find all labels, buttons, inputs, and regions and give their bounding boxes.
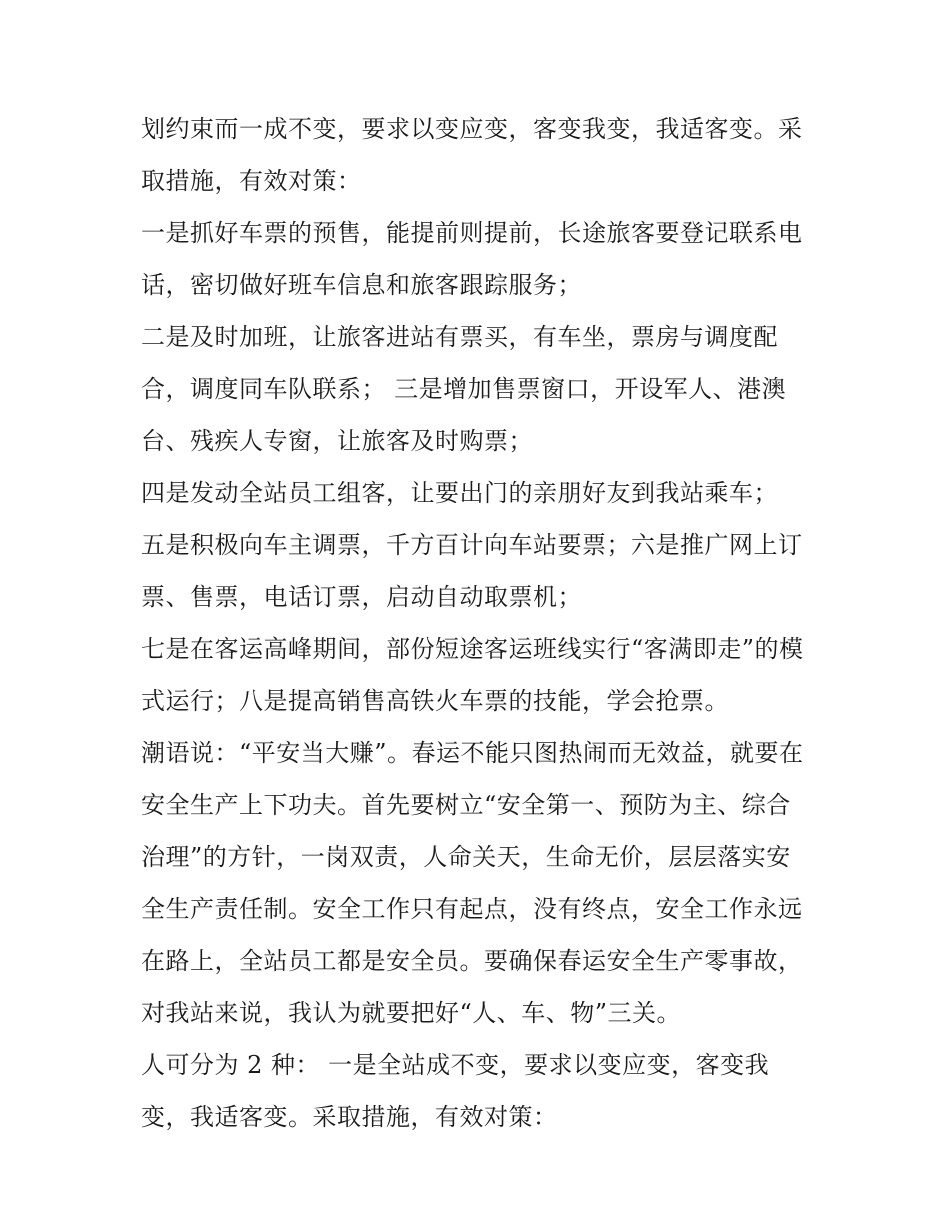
body-text — [141, 103, 821, 1143]
text-line: 潮语说：“平安当大赚”。春运不能只图热闹而无效益，就要在 — [141, 739, 804, 767]
text-line: 安全生产上下功夫。首先要树立“安全第一、预防为主、综合 — [141, 791, 791, 819]
text-line: 对我站来说，我认为就要把好“人、车、物”三关。 — [141, 999, 682, 1027]
text-line: 合，调度同车队联系； 三是增加售票窗口，开设军人、港澳 — [141, 375, 787, 403]
text-line: 划约束而一成不变，要求以变应变，客变我变，我适客变。采 — [141, 115, 803, 143]
text-line: 台、残疾人专窗，让旅客及时购票； — [141, 427, 533, 455]
text-line: 七是在客运高峰期间，部份短途客运班线实行“客满即走”的模 — [141, 635, 804, 663]
text-line: 话，密切做好班车信息和旅客跟踪服务； — [141, 271, 582, 299]
text-line: 一是抓好车票的预售，能提前则提前，长途旅客要登记联系电 — [141, 219, 803, 247]
text-line: 人可分为 2 种： 一是全站成不变，要求以变应变，客变我 — [141, 1051, 770, 1079]
text-line: 变，我适客变。采取措施，有效对策： — [141, 1103, 558, 1131]
text-line: 全生产责任制。安全工作只有起点，没有终点，安全工作永远 — [141, 895, 803, 923]
text-line: 五是积极向车主调票，千方百计向车站要票；六是推广网上订 — [141, 531, 803, 559]
text-line: 治理”的方针，一岗双责，人命关天，生命无价，层层落实安 — [141, 843, 791, 871]
text-line: 票、售票，电话订票，启动自动取票机； — [141, 583, 582, 611]
text-line: 在路上，全站员工都是安全员。要确保春运安全生产零事故， — [141, 947, 803, 975]
text-line: 四是发动全站员工组客，让要出门的亲朋好友到我站乘车； — [141, 479, 778, 507]
text-line: 式运行；八是提高销售高铁火车票的技能，学会抢票。 — [141, 687, 729, 715]
text-line: 二是及时加班，让旅客进站有票买，有车坐，票房与调度配 — [141, 323, 778, 351]
text-line: 取措施，有效对策： — [141, 167, 362, 195]
